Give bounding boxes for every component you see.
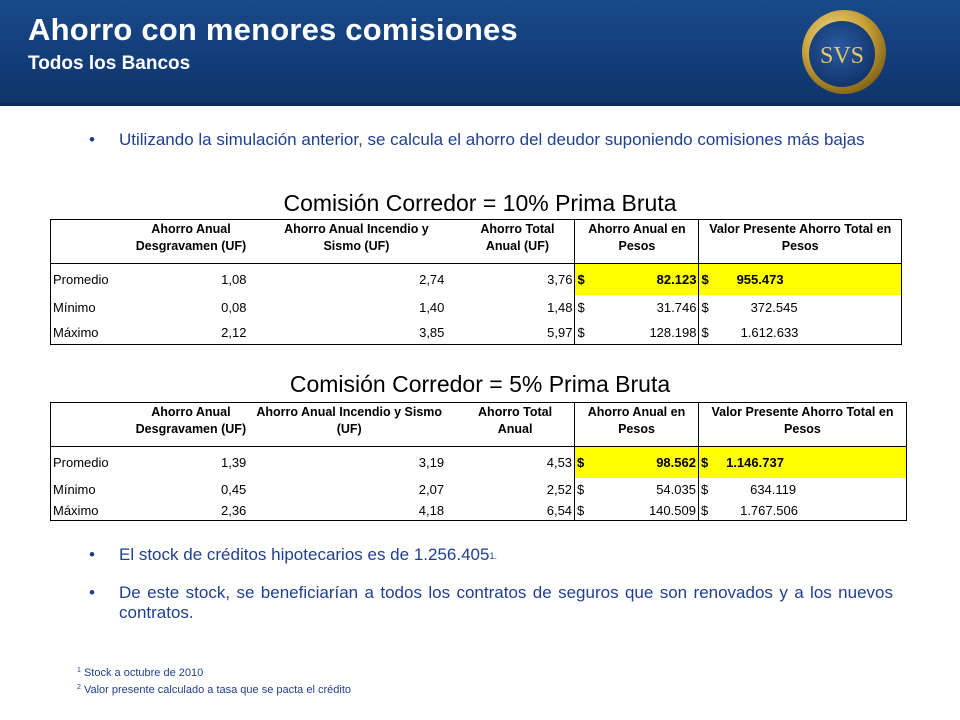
cell-currency: $ (575, 264, 589, 295)
cell-valor-presente: 372.545 (750, 300, 798, 315)
cell-pesos: 98.562 (588, 447, 698, 478)
cell-total: 6,54 (546, 502, 573, 518)
table-commission-5 (50, 402, 907, 521)
cell-incendio: 1,40 (419, 300, 445, 315)
header-pesos: Ahorro Anual en Pesos (575, 403, 699, 447)
footnote-1 (77, 667, 203, 679)
table-row (51, 478, 907, 501)
cell-currency: $ (698, 478, 712, 501)
header-incendio: Ahorro Anual Incendio y Sismo (UF) (256, 405, 443, 436)
cell-desgravamen: 1,08 (221, 271, 247, 287)
cell-pesos: 31.746 (656, 300, 697, 315)
bullet-dot: • (89, 583, 95, 602)
cell-currency: $ (698, 501, 712, 521)
bullet-stock (89, 545, 893, 564)
table-row (51, 264, 902, 295)
cell-currency: $ (575, 478, 589, 501)
slide-title: Ahorro con menores comisiones (28, 12, 518, 47)
cell-currency: $ (575, 295, 589, 321)
cell-currency: $ (698, 447, 712, 478)
cell-valor-presente: 1.612.633 (740, 324, 799, 340)
cell-incendio: 4,18 (418, 502, 445, 518)
table1-title: Comisión Corredor = 10% Prima Bruta (283, 190, 677, 216)
cell-pesos: 82.123 (589, 264, 699, 295)
footnote-2 (77, 684, 351, 696)
cell-total: 3,76 (547, 271, 573, 287)
table-commission-10 (50, 219, 902, 345)
cell-valor-presente: 1.767.506 (740, 502, 798, 518)
cell-incendio: 2,74 (419, 271, 445, 287)
cell-pesos: 128.198 (649, 324, 697, 340)
cell-desgravamen: 0,08 (221, 300, 247, 315)
table-header-row (51, 403, 907, 447)
cell-valor-presente: 1.146.737 (712, 447, 906, 478)
header-valor-presente: Valor Presente Ahorro Total en Pesos (699, 220, 902, 264)
bullet-stock-text: El stock de créditos hipotecarios es de 1.256.405 (119, 545, 490, 564)
cell-pesos: 140.509 (648, 502, 696, 518)
header-desgravamen: Ahorro Anual Desgravamen (UF) (135, 222, 247, 253)
bullet-beneficiaries-text: De este stock, se beneficiarían a todos los contratos de seguros que son renovados y a los nuevos contratos. (119, 583, 893, 622)
row-label: Promedio (53, 454, 109, 470)
bullet-beneficiaries (89, 583, 893, 623)
cell-currency: $ (575, 447, 589, 478)
header-incendio: Ahorro Anual Incendio y Sismo (UF) (284, 222, 429, 253)
header-total: Ahorro Total Anual (UF) (480, 222, 555, 253)
cell-currency: $ (575, 501, 589, 521)
bullet-intro (89, 130, 893, 149)
cell-desgravamen: 2,36 (220, 502, 247, 518)
cell-currency: $ (699, 264, 713, 295)
table-row (51, 447, 907, 478)
cell-total: 5,97 (547, 324, 573, 340)
row-label: Mínimo (53, 300, 96, 315)
row-label: Mínimo (53, 481, 96, 497)
bullet-dot: • (89, 130, 95, 149)
header-pesos: Ahorro Anual en Pesos (575, 220, 699, 264)
header-total: Ahorro Total Anual (478, 405, 553, 436)
footnote-text: Valor presente calculado a tasa que se pacta el crédito (83, 684, 351, 696)
cell-currency: $ (699, 321, 713, 345)
footnote-ref: 1. (489, 551, 497, 561)
row-label: Máximo (53, 324, 99, 340)
header-empty (51, 220, 134, 264)
slide-subtitle: Todos los Bancos (28, 53, 191, 74)
cell-total: 1,48 (547, 300, 573, 315)
footnote-number: 1 (77, 667, 81, 674)
row-label: Máximo (53, 502, 99, 518)
row-label: Promedio (53, 271, 109, 287)
bullet-intro-text: Utilizando la simulación anterior, se calcula el ahorro del deudor suponiendo comisiones más bajas (119, 130, 865, 149)
table-header-row (51, 220, 902, 264)
cell-incendio: 2,07 (418, 481, 445, 497)
header-empty (51, 403, 134, 447)
header-valor-presente: Valor Presente Ahorro Total en Pesos (698, 403, 906, 447)
cell-desgravamen: 2,12 (221, 324, 247, 340)
cell-valor-presente: 955.473 (713, 264, 902, 295)
bullet-dot: • (89, 545, 95, 564)
table-row (51, 501, 907, 521)
cell-incendio: 3,85 (419, 324, 445, 340)
cell-currency: $ (699, 295, 713, 321)
cell-incendio: 3,19 (418, 454, 445, 470)
cell-currency: $ (575, 321, 589, 345)
footnote-number: 2 (77, 684, 81, 691)
svs-logo (800, 8, 888, 96)
table2-title: Comisión Corredor = 5% Prima Bruta (289, 371, 671, 397)
footnote-text: Stock a octubre de 2010 (83, 667, 204, 679)
cell-desgravamen: 1,39 (220, 454, 247, 470)
cell-desgravamen: 0,45 (220, 481, 247, 497)
cell-pesos: 54.035 (656, 481, 696, 497)
logo-text: SVS (819, 43, 865, 69)
table-row (51, 295, 902, 321)
cell-total: 2,52 (546, 481, 573, 497)
header-desgravamen: Ahorro Anual Desgravamen (UF) (135, 405, 247, 436)
cell-total: 4,53 (546, 454, 573, 470)
table-row (51, 321, 902, 345)
cell-valor-presente: 634.119 (750, 481, 797, 497)
header-divider (0, 103, 960, 106)
